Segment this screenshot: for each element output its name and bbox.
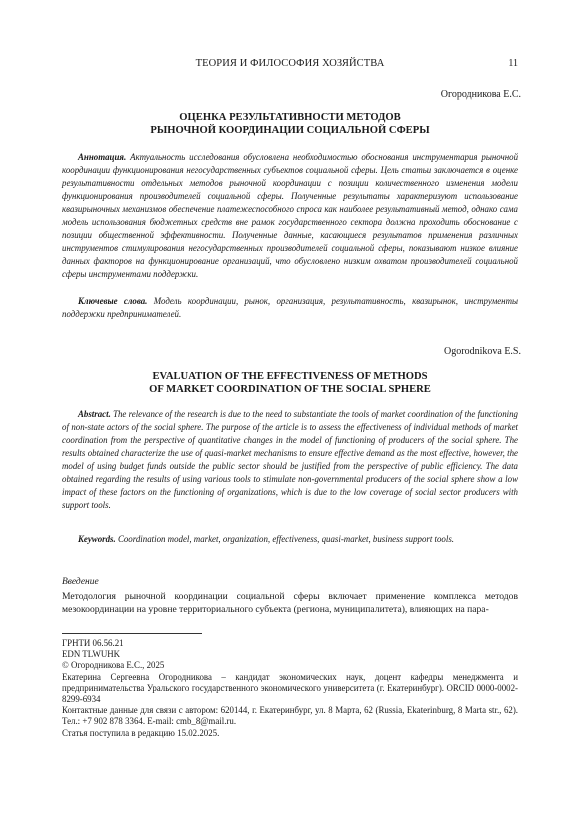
author-name-ru: Огородникова Е.С.	[440, 89, 521, 100]
keywords-text-en: Coordination model, market, organization, effectiveness, quasi-market, business support tools.	[117, 534, 455, 544]
abstract-label-en: Abstract.	[78, 409, 111, 419]
article-title-en-line1: EVALUATION OF THE EFFECTIVENESS OF METHODS	[152, 371, 428, 382]
article-title-en-line2: OF MARKET COORDINATION OF THE SOCIAL SPHERE	[149, 384, 431, 395]
abstract-en	[62, 408, 518, 512]
introduction-heading: Введение	[62, 577, 99, 587]
article-title-ru-line2: РЫНОЧНОЙ КООРДИНАЦИИ СОЦИАЛЬНОЙ СФЕРЫ	[150, 125, 430, 136]
keywords-en	[62, 533, 518, 546]
received-date: Статья поступила в редакцию 15.02.2025.	[62, 727, 220, 738]
page-number: 11	[508, 58, 518, 69]
introduction-text: Методология рыночной координации социальной сферы включает применение комплекса методов мезокоординации на уровне территориального субъекта (региона, муниципалитета), влияющих на пара-	[62, 591, 518, 615]
abstract-label-ru: Аннотация.	[78, 152, 127, 162]
author-contacts: Контактные данные для связи с автором: 620144, г. Екатеринбург, ул. 8 Марта, 62 (Russia, Ekaterinburg, 8 Marta str., 62). Тел.: +7 902 878 3364. E-mail: cmb_8@mail.ru.	[62, 705, 518, 727]
article-title-ru-line1: ОЦЕНКА РЕЗУЛЬТАТИВНОСТИ МЕТОДОВ	[179, 112, 401, 123]
keywords-ru	[62, 295, 518, 321]
abstract-text-en: The relevance of the research is due to the need to substantiate the tools of market coordination of the functioning of non-state actors of the social sphere. The purpose of the article is to assess the effectiveness of individual methods of market coordination from the perspective of quantitative changes in the model of functioning of producers of the social sphere. The results obtained characterize the use of quasi-market mechanisms to ensure effective demand as the most effective, however, the model of using budget funds outside the public sector should be justified from the perspective of public efficiency. The data obtained regarding the results of using various tools to stimulate non-governmental producers of the social sphere show a low impact of these factors on the functioning of organizations, which is due to the low coverage of social sector producers with support tools.	[62, 409, 518, 510]
author-name-en: Ogorodnikova E.S.	[444, 346, 521, 357]
abstract-ru	[62, 151, 518, 281]
footnote-divider	[62, 633, 202, 634]
keywords-label-ru: Ключевые слова.	[78, 296, 148, 306]
article-title-en	[62, 370, 518, 396]
copyright-notice: © Огородникова Е.С., 2025	[62, 660, 165, 671]
keywords-text-ru: Модель координации, рынок, организация, результативность, квазирынок, инструменты поддержки предпринимателей.	[62, 296, 519, 319]
edn-code: EDN TLWUHK	[62, 649, 121, 660]
author-bio: Екатерина Сергеевна Огородникова – кандидат экономических наук, доцент кафедры менеджмента и предпринимательства Уральского государственного экономического университета (г. Екатеринбург). ORCID 0000-0002-8299-6934	[62, 671, 518, 705]
journal-section-title: ТЕОРИЯ И ФИЛОСОФИЯ ХОЗЯЙСТВА	[195, 58, 385, 69]
footnotes	[62, 638, 518, 739]
article-title-ru	[62, 111, 518, 137]
grnti-code: ГРНТИ 06.56.21	[62, 638, 124, 648]
abstract-text-ru: Актуальность исследования обусловлена необходимостью обоснования инструментария рыночной координации функционирования негосударственных субъектов социальной сферы. Цель статьи заключается в оценке результативности отдельных методов рыночной координации с позиции количественного изменения модели функционирования производителей социальной сферы. Полученные результаты характеризуют использование квазирыночных механизмов обеспечение платежеспособного спроса как наиболее результативный метод, однако сама модель использования бюджетных средств вне рамок государственного сектора должна проходить обоснование с позиции общественной эффективности. Полученные данные, касающиеся результатов применения различных инструментов стимулирования негосударственных производителей социальной сферы, показывают низкое влияние данных факторов на функционирование организаций, что обусловлено низким охватом производителей социальной сферы инструментами поддержки.	[62, 152, 519, 279]
running-header	[62, 58, 518, 72]
keywords-label-en: Keywords.	[78, 534, 116, 544]
